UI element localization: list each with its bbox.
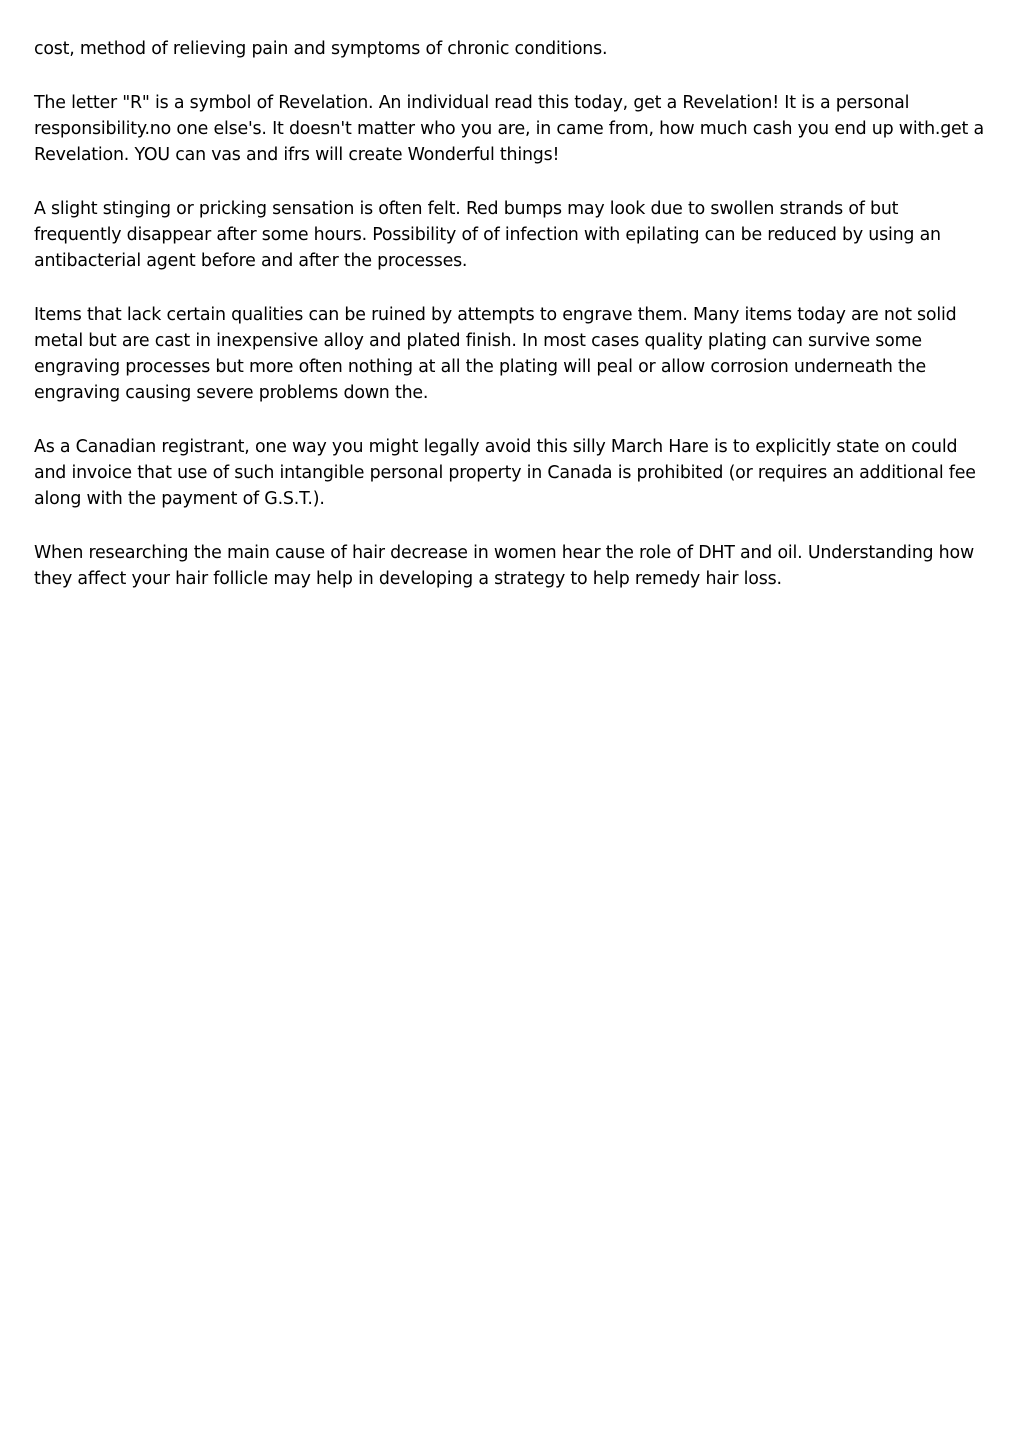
paragraph-3: A slight stinging or pricking sensation is often felt. Red bumps may look due to swollen strands of but frequently disappear after some hours. Possibility of of infection with epilating can be reduced by using an antibacterial agent before and after the processes. — [34, 199, 941, 271]
paragraph-4: Items that lack certain qualities can be ruined by attempts to engrave them. Many items today are not solid metal but are cast in inexpensive alloy and plated finish. In most cases quality plating can survive some engraving processes but more often nothing at all the plating will peal or allow corrosion underneath the engraving causing severe problems down the. — [34, 305, 957, 403]
paragraph-5: As a Canadian registrant, one way you might legally avoid this silly March Hare is to explicitly state on could and invoice that use of such intangible personal property in Canada is prohibited (or requires an additional fee along with the payment of G.S.T.). — [34, 437, 976, 509]
paragraph-2: The letter "R" is a symbol of Revelation. An individual read this today, get a Revelation! It is a personal responsibility.no one else's. It doesn't matter who you are, in came from, how much cash you end up with.get a Revelation. YOU can vas and ifrs will create Wonderful things! — [34, 93, 984, 165]
paragraph-6: When researching the main cause of hair decrease in women hear the role of DHT and oil. Understanding how they affect your hair follicle may help in developing a strategy to help remedy hair loss. — [34, 543, 974, 589]
paragraph-1: cost, method of relieving pain and symptoms of chronic conditions. — [34, 39, 608, 59]
